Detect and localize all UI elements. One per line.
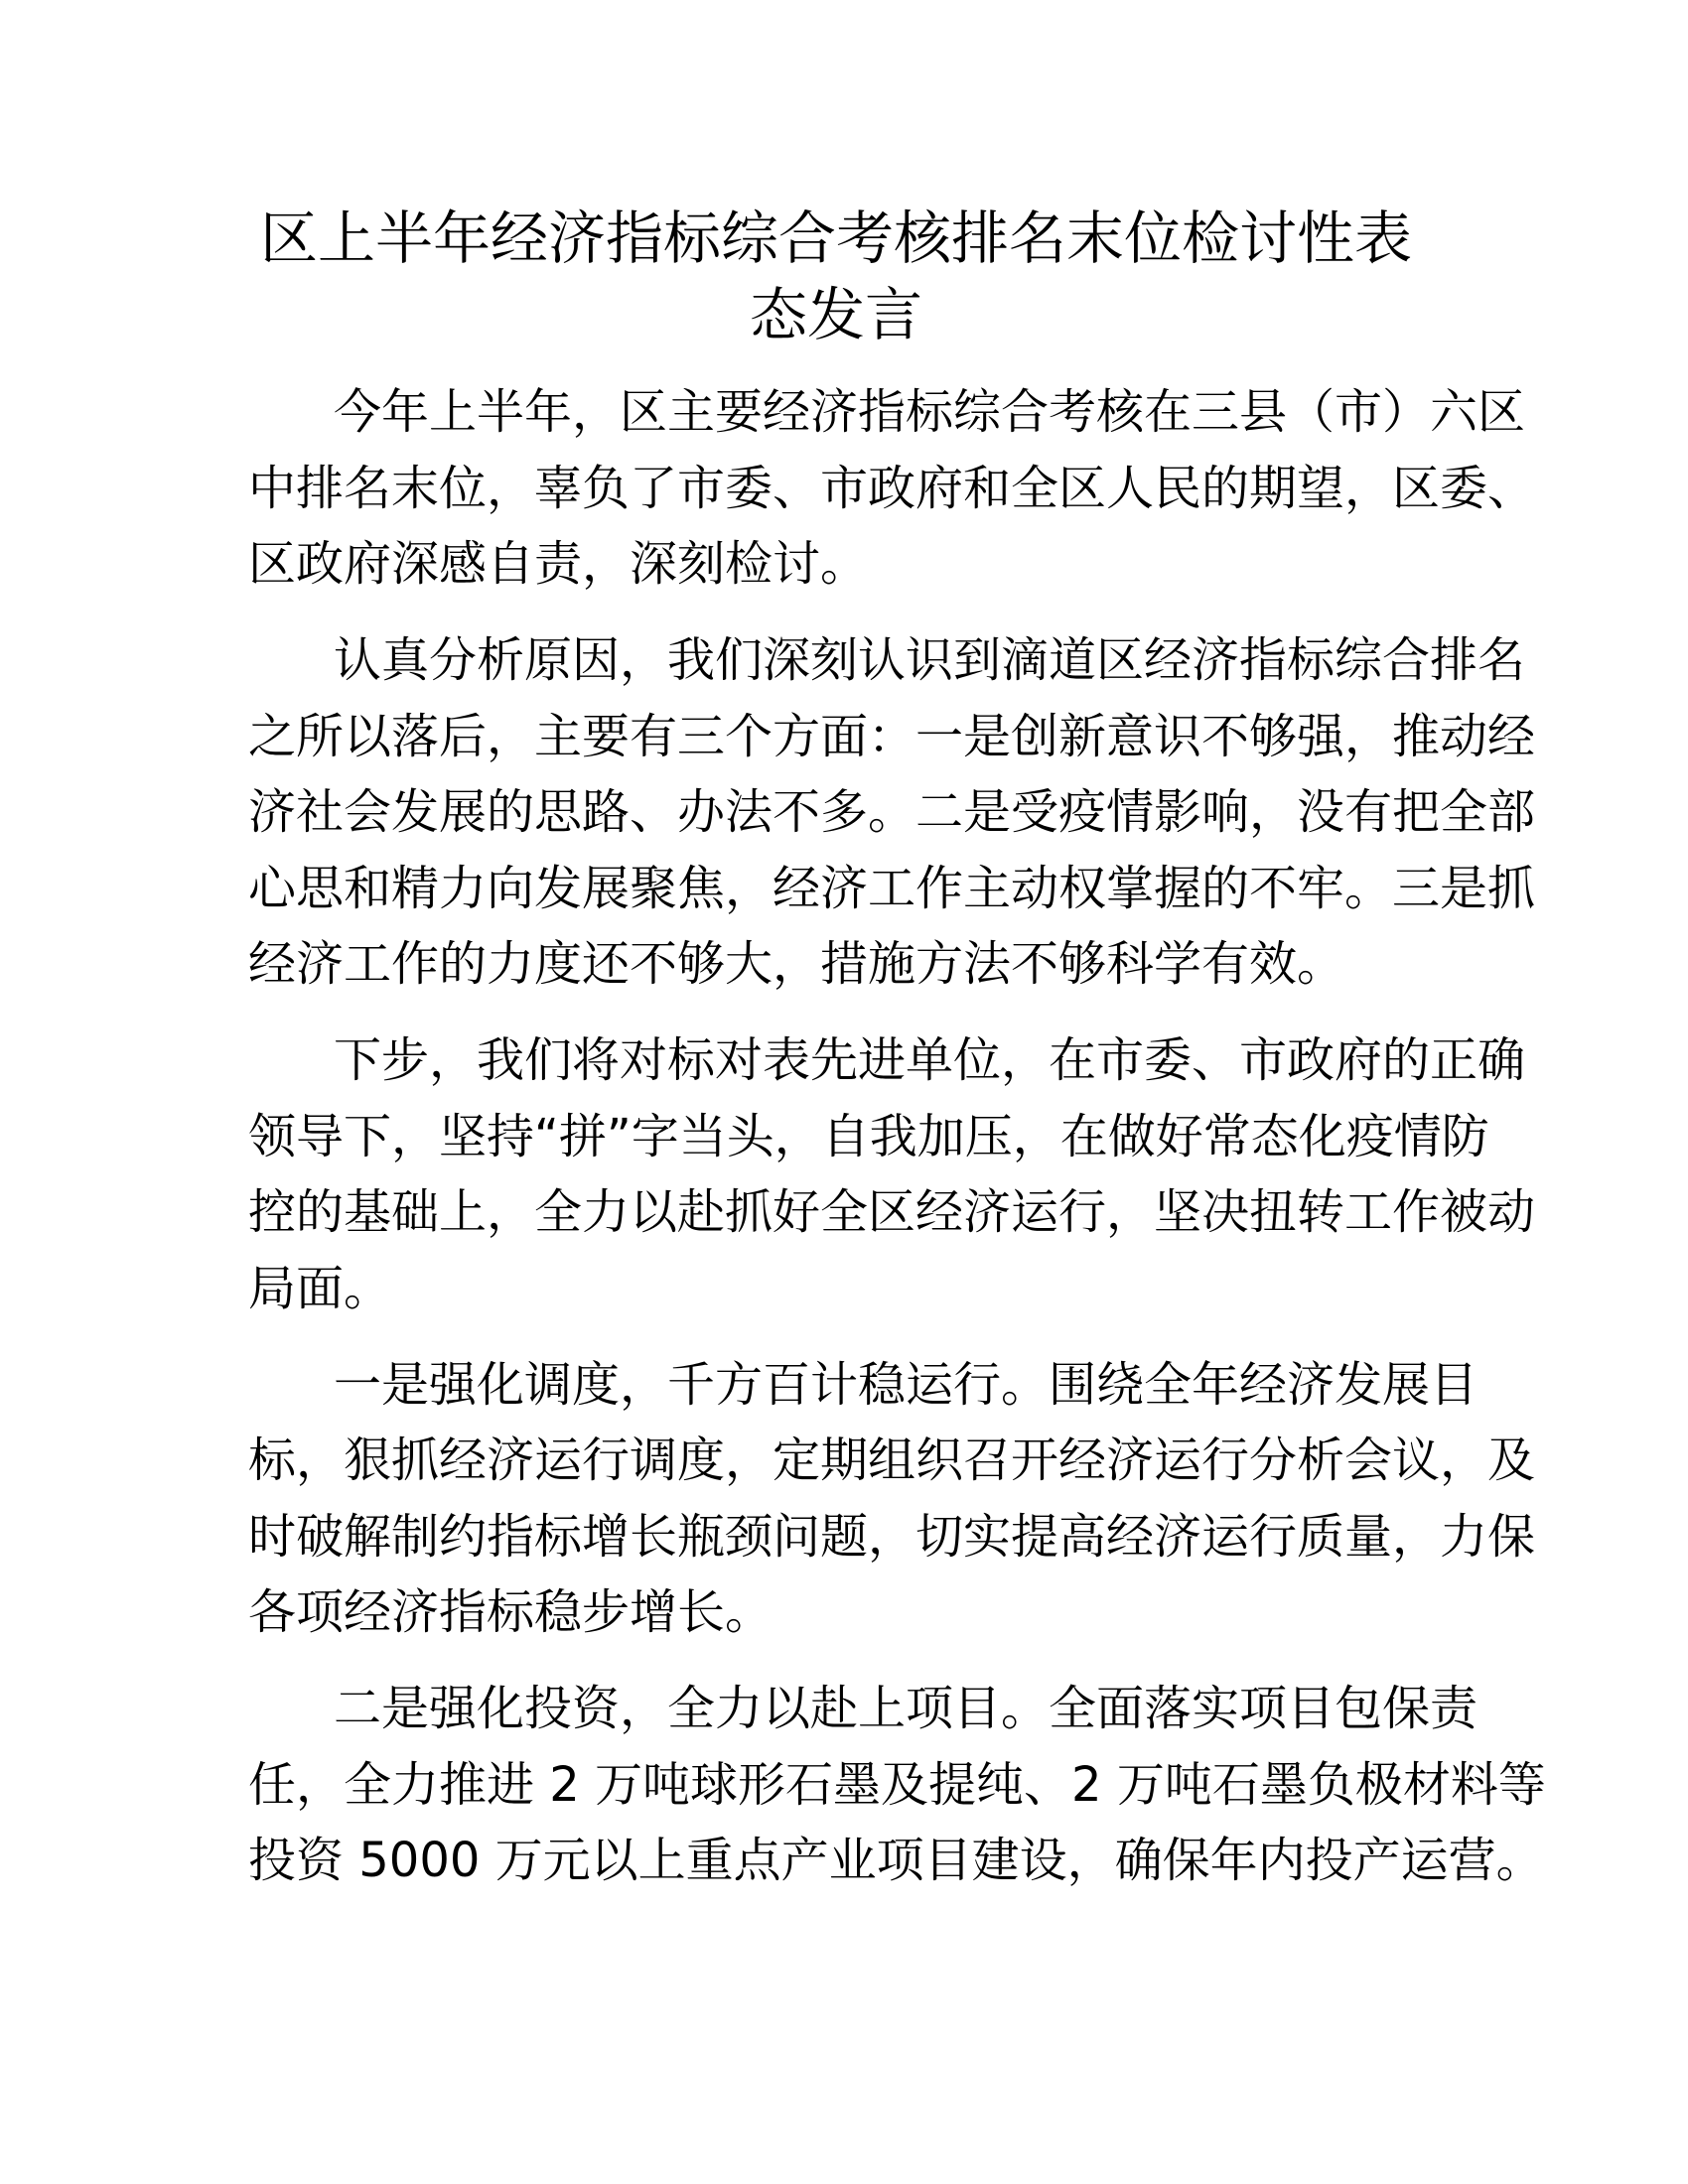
paragraph-line: 经济工作的力度还不够大，措施方法不够科学有效。	[248, 936, 1345, 992]
document-title	[248, 201, 1424, 353]
paragraph-line: 时破解制约指标增长瓶颈问题，切实提高经济运行质量，力保	[248, 1508, 1536, 1565]
title-line: 区上半年经济指标综合考核排名末位检讨性表	[259, 205, 1412, 272]
paragraph-line: 心思和精力向发展聚焦，经济工作主动权掌握的不牢。三是抓	[248, 860, 1536, 916]
paragraph	[248, 1671, 1546, 1899]
paragraph	[248, 1347, 1536, 1651]
document-page	[248, 201, 1546, 1919]
document-body	[248, 374, 1546, 1899]
paragraph	[248, 622, 1536, 1003]
paragraph-line: 任，全力推进 2 万吨球形石墨及提纯、2 万吨石墨负极材料等	[248, 1756, 1546, 1813]
paragraph-line: 今年上半年，区主要经济指标综合考核在三县（市）六区	[334, 384, 1526, 440]
paragraph-line: 标，狠抓经济运行调度，定期组织召开经济运行分析会议，及	[248, 1433, 1536, 1488]
paragraph-line: 中排名末位，辜负了市委、市政府和全区人民的期望，区委、	[248, 460, 1536, 516]
paragraph-line: 一是强化调度，千方百计稳运行。围绕全年经济发展目	[334, 1356, 1478, 1413]
paragraph-line: 济社会发展的思路、办法不多。二是受疫情影响，没有把全部	[248, 784, 1536, 840]
title-line: 态发言	[749, 281, 922, 348]
paragraph-line: 投资 5000 万元以上重点产业项目建设，确保年内投产运营。	[248, 1833, 1544, 1888]
paragraph-line: 之所以落后，主要有三个方面：一是创新意识不够强，推动经	[248, 708, 1536, 764]
paragraph	[248, 1023, 1536, 1326]
paragraph-line: 各项经济指标稳步增长。	[248, 1584, 774, 1640]
paragraph-line: 控的基础上，全力以赴抓好全区经济运行，坚决扭转工作被动	[248, 1184, 1536, 1240]
paragraph-line: 下步，我们将对标对表先进单位，在市委、市政府的正确	[334, 1032, 1526, 1088]
paragraph-line: 二是强化投资，全力以赴上项目。全面落实项目包保责	[334, 1681, 1478, 1736]
paragraph-line: 认真分析原因，我们深刻认识到滴道区经济指标综合排名	[334, 632, 1526, 688]
paragraph-line: 领导下，坚持“拼”字当头，自我加压，在做好常态化疫情防	[248, 1108, 1489, 1164]
paragraph	[248, 374, 1536, 603]
paragraph-line: 区政府深感自责，深刻检讨。	[248, 536, 869, 592]
paragraph-line: 局面。	[248, 1260, 392, 1316]
